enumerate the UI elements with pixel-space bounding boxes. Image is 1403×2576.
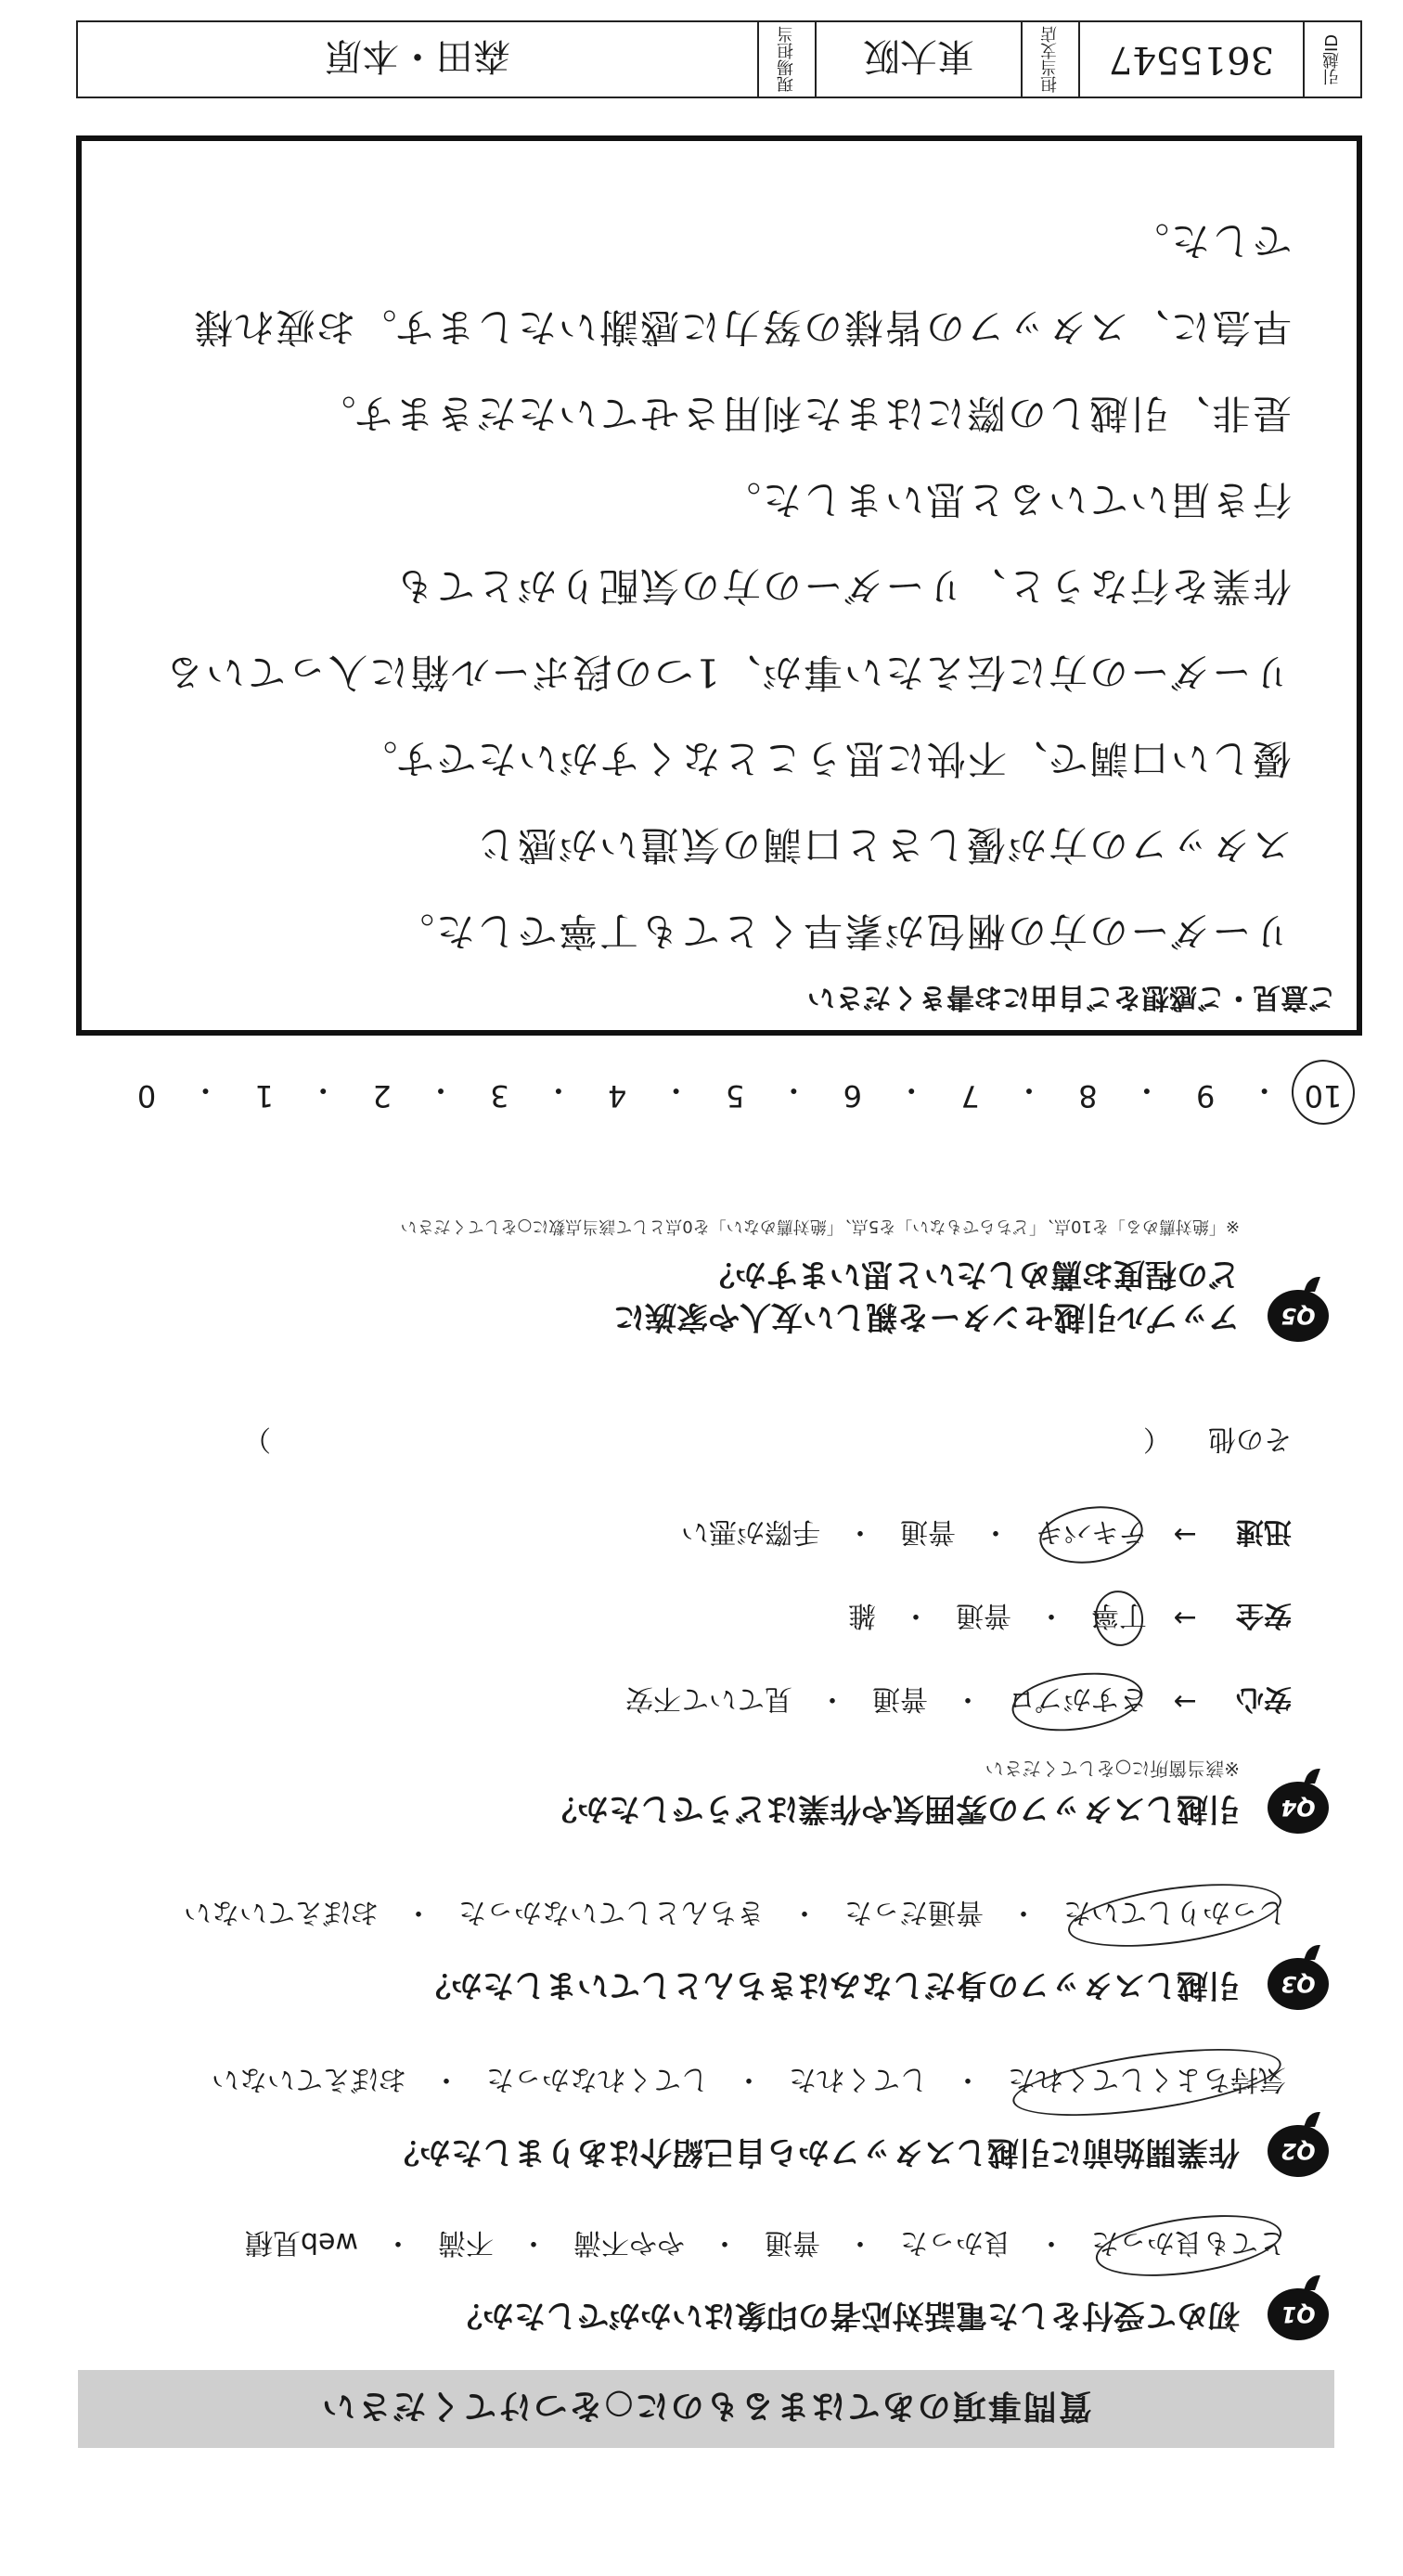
question-text: 引越しスタッフの身だしなみはきちんとしていましたか？ <box>419 1966 1240 2003</box>
arrow-right-icon: → <box>1173 1602 1197 1635</box>
instruction-banner <box>78 2370 1334 2448</box>
question-note: ※「絶対薦める」を10点、「どちらでもない」を5点、「絶対薦めない」を0点として該当点数に○をしてください <box>400 1217 1240 1236</box>
comments-box[interactable] <box>76 135 1362 1036</box>
q1-options: とても良かった ・ 良かった ・ 普通 ・ やや不満 ・ 不満 ・ web見積 <box>239 2225 1292 2266</box>
question-text: 初めて受付をした電話対応者の印象はいかがでしたか？ <box>451 2297 1240 2334</box>
row-label: 安心 <box>1236 1682 1292 1715</box>
question-q2 <box>76 2056 1329 2177</box>
q-badge: Q4 <box>1268 1782 1329 1834</box>
arrow-right-icon: → <box>1173 1518 1197 1552</box>
score-option[interactable]: 5 <box>725 1078 745 1114</box>
option[interactable]: してくれなかった <box>486 2063 709 2095</box>
score-option[interactable]: 9 <box>1196 1078 1216 1114</box>
comment-line: スタッフの方が優しさと口調の気遣いが感じ <box>474 822 1292 868</box>
staff-value: 森田・本原 <box>325 34 510 78</box>
q-badge: Q2 <box>1268 2125 1329 2177</box>
score-option[interactable]: 1 <box>254 1078 275 1114</box>
option[interactable]: 普通 <box>900 1515 956 1548</box>
comment-line: リーダーの方の梱包が素早くとても丁寧でした。 <box>393 908 1292 954</box>
branch-value: 東大阪 <box>863 34 974 78</box>
question-q3 <box>76 1889 1329 2010</box>
option[interactable]: やや不満 <box>573 2226 685 2259</box>
branch-value-cell <box>815 22 1021 97</box>
option[interactable]: してくれた <box>789 2063 928 2095</box>
question-note: ※該当箇所に○をしてください <box>985 1758 1240 1780</box>
score-option[interactable]: 8 <box>1078 1078 1098 1114</box>
id-value-cell <box>1078 22 1303 97</box>
other-label: その他 <box>1208 1423 1292 1455</box>
other-open-paren: （ <box>1143 1423 1171 1455</box>
comments-title: ご意見・ご感想をご自由にお書きください <box>807 981 1336 1013</box>
branch-label: 担当支店 <box>1040 26 1060 93</box>
staff-label: 現場担当 <box>777 26 796 93</box>
q4-other-row <box>85 1422 1292 1462</box>
option[interactable]: 普通 <box>872 1682 928 1715</box>
score-option[interactable]: 7 <box>960 1078 980 1114</box>
score-option[interactable]: 6 <box>843 1078 862 1114</box>
option[interactable]: 普通 <box>956 1599 1011 1631</box>
question-text: 引越しスタッフの雰囲気や作業はどうでしたか？ <box>546 1790 1240 1827</box>
question-text-line2: どの程度お薦めしたいと思いますか？ <box>703 1256 1240 1293</box>
score-option[interactable]: 3 <box>490 1078 509 1114</box>
option[interactable]: おぼえていない <box>184 1896 379 1928</box>
score-option-circled[interactable]: 10 <box>1299 1071 1347 1114</box>
option[interactable]: 手際が悪い <box>681 1515 820 1548</box>
option[interactable]: 良かった <box>900 2226 1011 2259</box>
staff-value-cell <box>78 22 757 97</box>
q3-options: しっかりしていた ・ 普通だった ・ きちんとしていなかった ・ おぼえていない <box>178 1895 1292 1936</box>
comment-line: 作業を行なうと、リーダーの方の気配りがとても <box>393 563 1292 609</box>
id-label-cell <box>1303 22 1360 97</box>
question-text <box>613 1253 1240 1338</box>
option-circled[interactable]: 丁寧 <box>1086 1598 1152 1639</box>
question-q1 <box>76 2220 1329 2340</box>
option[interactable]: 見ていて不安 <box>625 1682 792 1715</box>
option-circled[interactable]: しっかりしていた <box>1058 1895 1292 1936</box>
q-badge: Q1 <box>1268 2288 1329 2340</box>
question-text-line1: アップル引越センターを親しい友人や家族に <box>613 1298 1240 1335</box>
question-text: 作業開始前に引越しスタッフから自己紹介はありましたか？ <box>388 2133 1240 2170</box>
question-q5 <box>76 1156 1329 1342</box>
score-option[interactable]: 4 <box>608 1078 627 1114</box>
q2-options: 気持ちよくしてくれた ・ してくれた ・ してくれなかった ・ おぼえていない <box>206 2062 1292 2103</box>
q-badge: Q5 <box>1268 1290 1329 1342</box>
option-circled[interactable]: とても良かった <box>1086 2225 1292 2266</box>
staff-label-cell <box>757 22 815 97</box>
other-close-paren: ） <box>243 1423 271 1455</box>
option-circled[interactable]: さすがプロ <box>1002 1681 1152 1722</box>
handwritten-comments <box>128 198 1292 974</box>
q5-score-scale: 10 ・ 9 ・ 8 ・ 7 ・ 6 ・ 5 ・ 4 ・ 3 ・ 2 ・ 1 ・ 0 <box>122 1071 1347 1114</box>
option[interactable]: 雑 <box>848 1599 876 1631</box>
comment-line: 早急に、スタッフの皆様の努力に感謝いたします。お疲れ様 <box>192 304 1292 350</box>
q4-row-anshin: 安心 → さすがプロ ・ 普通 ・ 見ていて不安 <box>620 1681 1292 1722</box>
comment-line: リーダーの方に伝えたい事が、1つの段ボール箱に入っている <box>163 650 1292 695</box>
info-table <box>76 20 1362 98</box>
q4-row-jinsoku: 迅速 → テキパキ ・ 普通 ・ 手際が悪い <box>676 1514 1292 1555</box>
row-label: 迅速 <box>1236 1515 1292 1548</box>
id-value: 3615547 <box>1108 38 1275 81</box>
q-badge: Q3 <box>1268 1958 1329 2010</box>
option[interactable]: 不満 <box>438 2226 494 2259</box>
instruction-text: 質問事項のあてはまるものに○をつけてください <box>320 2387 1092 2426</box>
score-option[interactable]: 2 <box>372 1078 392 1114</box>
row-label: 安全 <box>1236 1599 1292 1631</box>
option[interactable]: 普通だった <box>844 1896 984 1928</box>
comment-line: 是非、引越しの際にはまた利用させていただきます。 <box>315 391 1292 436</box>
comment-line: 優しい口調で、不快に思うことなくすがいたです。 <box>356 736 1292 781</box>
option[interactable]: おぼえていない <box>212 2063 406 2095</box>
option-circled[interactable]: 気持ちよくしてくれた <box>1002 2062 1292 2103</box>
question-q4 <box>76 1388 1329 1834</box>
id-label: 引越ID <box>1322 33 1342 85</box>
score-option[interactable]: 0 <box>136 1078 157 1114</box>
q4-row-anzen: 安全 → 丁寧 ・ 普通 ・ 雑 <box>843 1598 1292 1639</box>
option[interactable]: web見積 <box>244 2226 358 2259</box>
option[interactable]: きちんとしていなかった <box>458 1896 765 1928</box>
option[interactable]: 普通 <box>765 2226 820 2259</box>
arrow-right-icon: → <box>1173 1685 1197 1719</box>
branch-label-cell <box>1021 22 1078 97</box>
option-circled[interactable]: テキパキ <box>1030 1514 1152 1555</box>
comment-line: 行き届いていると思いました。 <box>719 477 1292 522</box>
comment-line: でした。 <box>1127 218 1292 264</box>
